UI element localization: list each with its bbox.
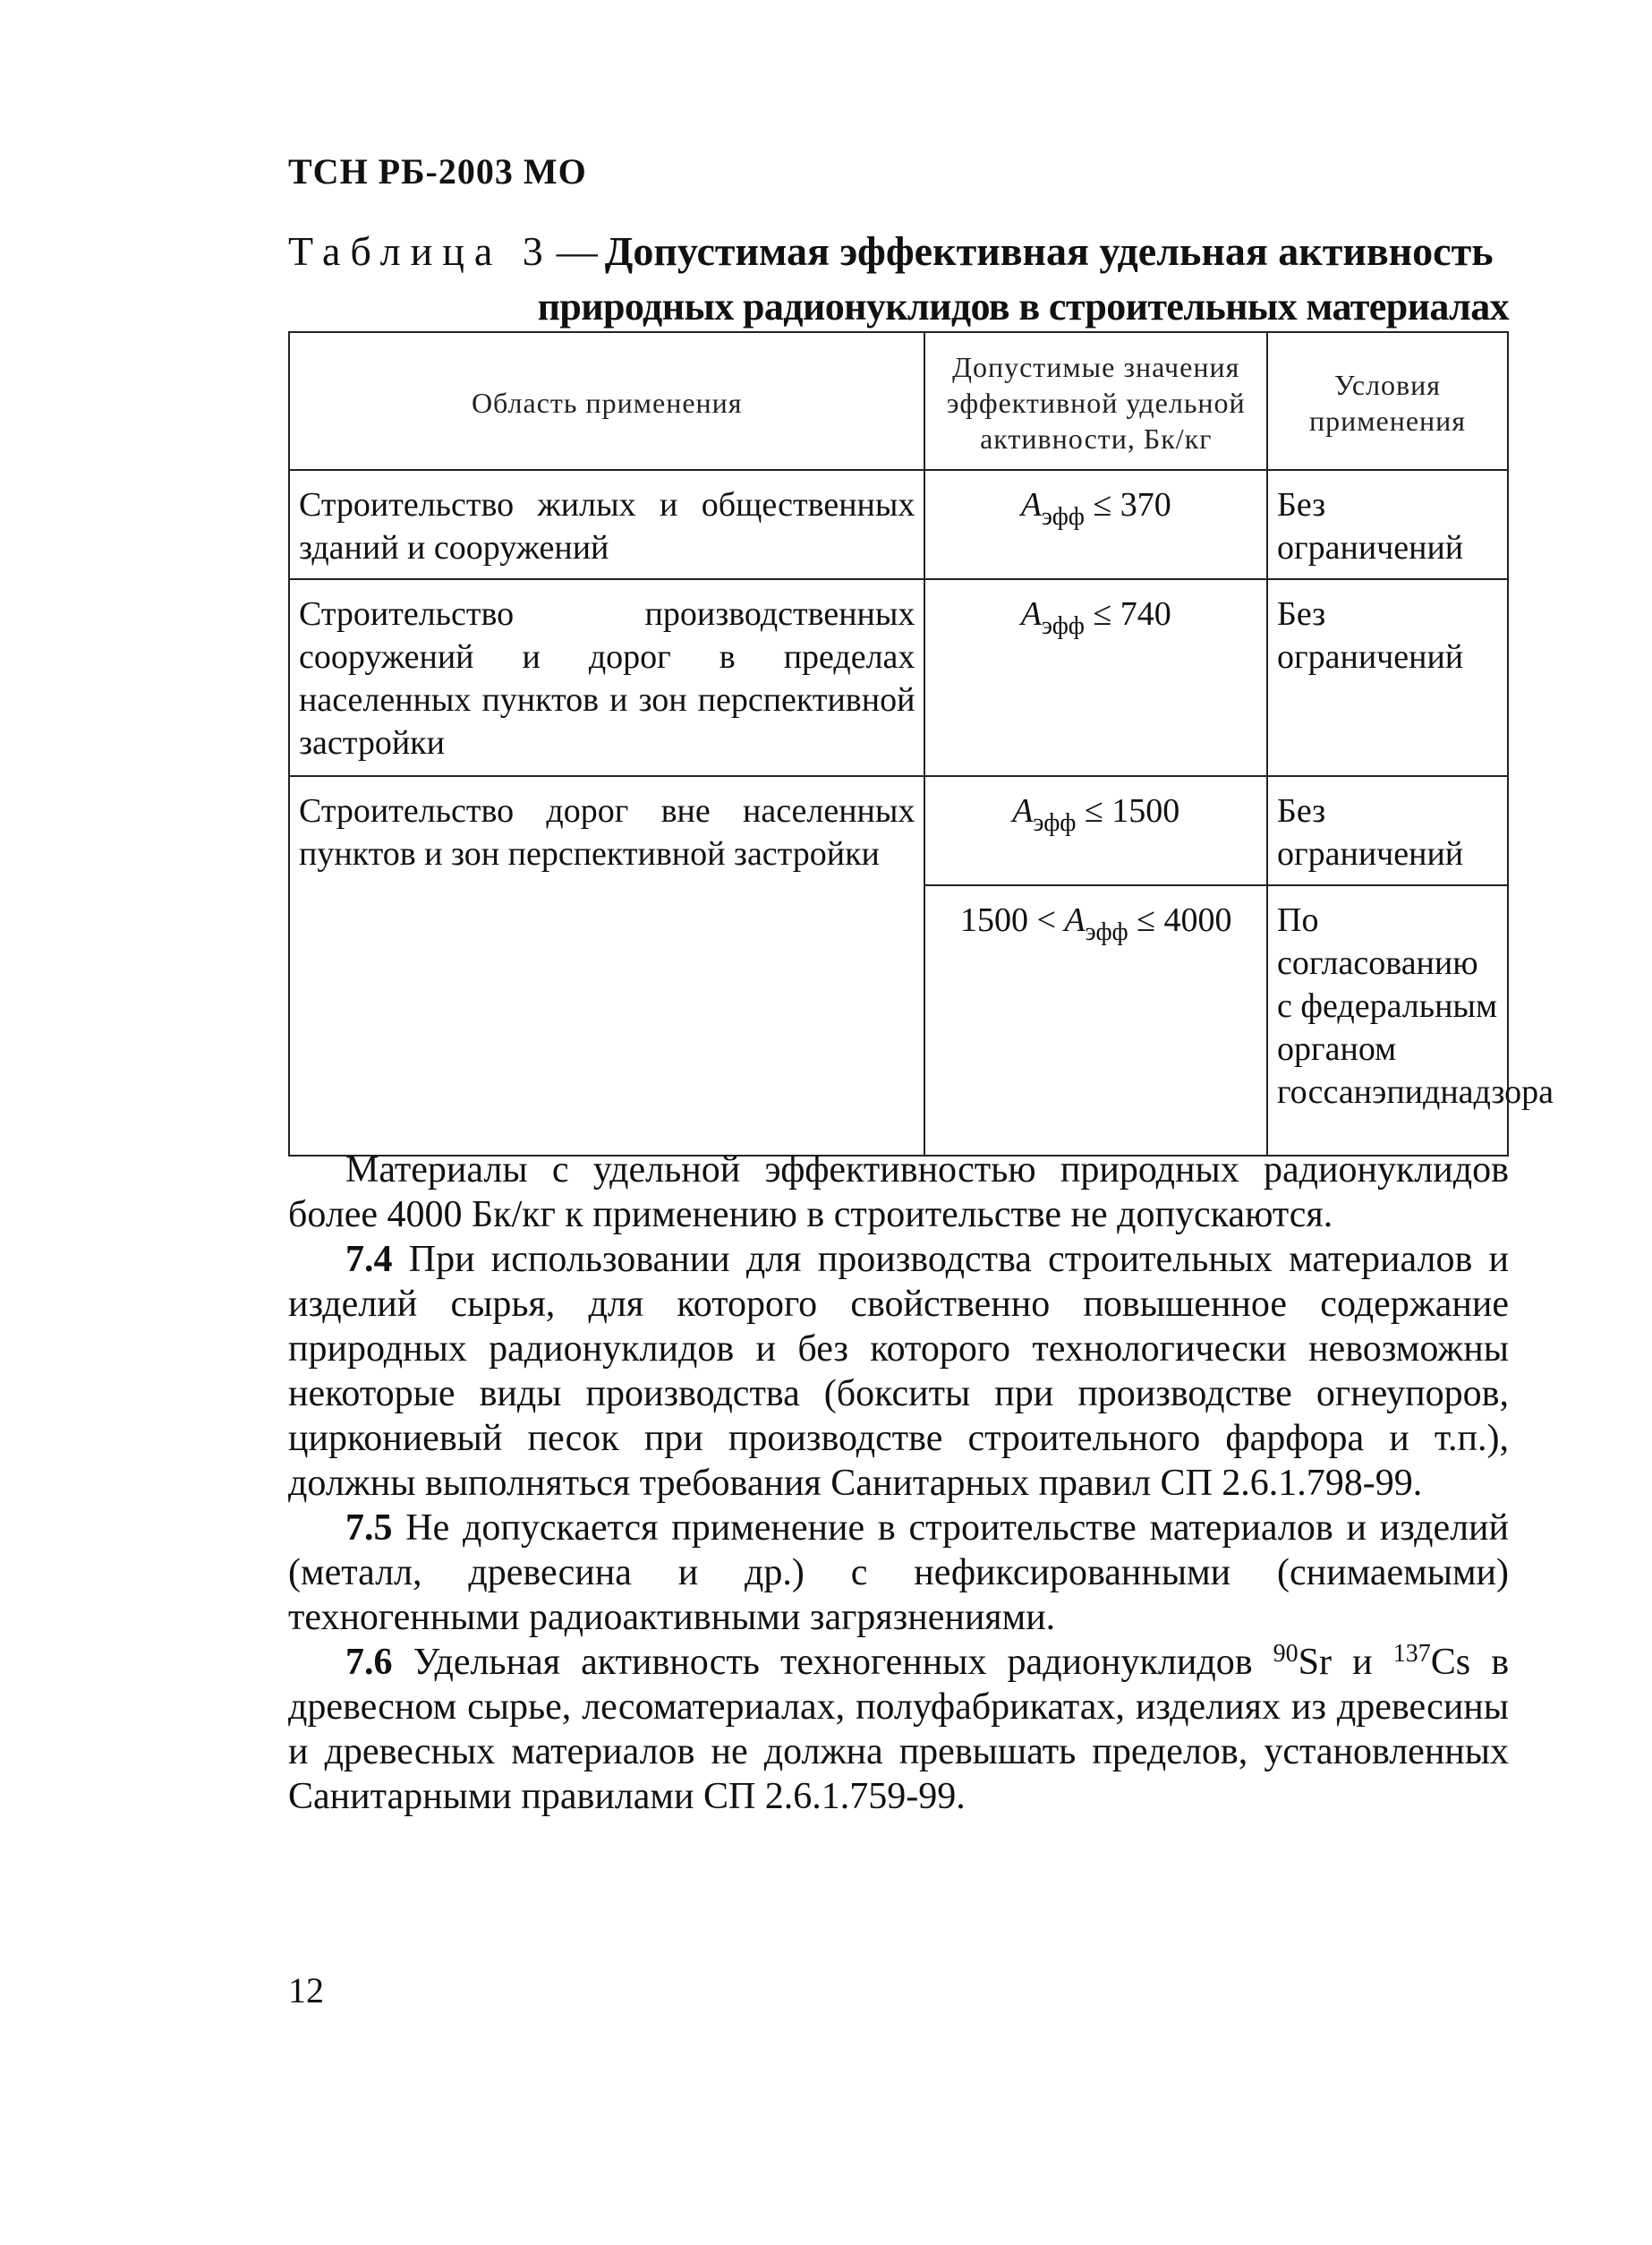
table-header-row bbox=[289, 332, 1508, 470]
table-caption bbox=[288, 224, 1509, 335]
clause-number: 7.6 bbox=[345, 1642, 393, 1683]
value-cell bbox=[924, 885, 1267, 1156]
value-bound: ≤ 740 bbox=[1093, 595, 1171, 633]
condition-cell: Без ограничений bbox=[1267, 776, 1508, 885]
radionuclide-activity-table bbox=[288, 331, 1554, 1157]
header-area: Область применения bbox=[289, 332, 924, 470]
isotope-mass: 137 bbox=[1392, 1640, 1431, 1668]
table-title-line1: Допустимая эффективная удельная активность bbox=[604, 228, 1494, 274]
value-cell bbox=[924, 470, 1267, 579]
symbol-sub: эфф bbox=[1041, 503, 1085, 531]
symbol-sub: эфф bbox=[1033, 809, 1077, 837]
condition-cell: По согласованию с федеральным органом госсанэпиднадзора bbox=[1267, 885, 1508, 1156]
area-cell: Строительство дорог вне населенных пунктов и зон перспективной застройки bbox=[289, 776, 924, 1156]
body-text bbox=[288, 1148, 1509, 1819]
isotope-symbol: Cs bbox=[1430, 1642, 1471, 1683]
paragraph-text: в древесном сырье, лесоматериалах, полуфабрикатах, изделиях из древесины и древесных материалов не должна превышать пределов, установленных Санитарными правилами СП 2.6.1.759-99. bbox=[288, 1642, 1510, 1817]
symbol-sub: эфф bbox=[1041, 612, 1085, 640]
condition-cell: Без ограничений bbox=[1267, 470, 1508, 579]
clause-number: 7.5 bbox=[345, 1507, 393, 1549]
paragraph-text: При использовании для производства строительных материалов и изделий сырья, для которого свойственно повышенное содержание природных радионуклидов и без которого технологически невозможны некоторые виды производства (бокситы при производстве огнеупоров, циркониевый песок при производстве строительного фарфора и т.п.), должны выполняться требования Санитарных правил СП 2.6.1.798-99. bbox=[288, 1239, 1509, 1504]
paragraph-text: Не допускается применение в строительстве материалов и изделий (металл, древесина и др.) с нефиксированными (снимаемыми) техногенными радиоактивными загрязнениями. bbox=[288, 1507, 1510, 1638]
caption-dash: — bbox=[556, 228, 598, 274]
value-cell bbox=[924, 579, 1267, 776]
paragraph bbox=[288, 1640, 1509, 1819]
condition-cell: Без ограничений bbox=[1267, 579, 1508, 776]
conjunction: и bbox=[1352, 1642, 1373, 1683]
table-title-line2: природных радионуклидов в строительных материалах bbox=[537, 285, 1509, 329]
value-lower-bound: 1500 < bbox=[959, 901, 1056, 939]
table-row bbox=[289, 470, 1508, 579]
paragraph bbox=[288, 1506, 1509, 1640]
page-number: 12 bbox=[288, 1970, 324, 2010]
paragraph bbox=[288, 1237, 1509, 1506]
table-row bbox=[289, 579, 1508, 776]
table-row bbox=[289, 776, 1508, 885]
value-bound: ≤ 370 bbox=[1093, 486, 1171, 524]
symbol-a: А bbox=[1020, 486, 1042, 524]
paragraph-text: Удельная активность техногенных радионуклидов bbox=[413, 1642, 1253, 1683]
table-label: Таблица 3 bbox=[288, 228, 553, 274]
value-bound: ≤ 1500 bbox=[1084, 792, 1180, 830]
header-condition: Условия применения bbox=[1267, 332, 1508, 470]
symbol-a: А bbox=[1012, 792, 1034, 830]
paragraph: Материалы с удельной эффективностью природных радионуклидов более 4000 Бк/кг к применению в строительстве не допускаются. bbox=[288, 1149, 1509, 1235]
header-value: Допустимые значения эффективной удельной активности, Бк/кг bbox=[924, 332, 1267, 470]
isotope-mass: 90 bbox=[1273, 1640, 1299, 1668]
value-cell bbox=[924, 776, 1267, 885]
symbol-a: А bbox=[1020, 595, 1042, 633]
value-bound: ≤ 4000 bbox=[1137, 901, 1232, 939]
area-cell: Строительство жилых и общественных зданий и сооружений bbox=[289, 470, 924, 579]
clause-number: 7.4 bbox=[345, 1239, 393, 1280]
symbol-sub: эфф bbox=[1085, 918, 1128, 946]
document-header: ТСН РБ-2003 МО bbox=[288, 151, 587, 192]
isotope-symbol: Sr bbox=[1298, 1642, 1333, 1683]
symbol-a: А bbox=[1064, 901, 1086, 939]
area-cell: Строительство производственных сооружений и дорог в пределах населенных пунктов и зон перспективной застройки bbox=[289, 579, 924, 776]
